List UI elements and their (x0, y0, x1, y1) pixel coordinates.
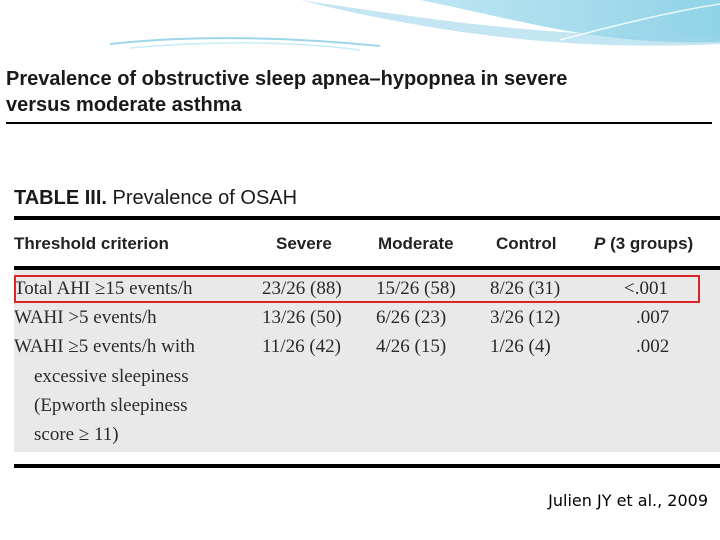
row-2-severe: 13/26 (50) (262, 307, 342, 328)
column-header-p (594, 234, 693, 254)
row-1-severe: 23/26 (88) (262, 278, 342, 299)
row-1-highlight-box (14, 275, 700, 303)
osah-table (14, 182, 720, 472)
table-top-rule (14, 216, 720, 220)
decorative-swoosh-banner (0, 0, 720, 60)
column-header-p-symbol: P (594, 234, 606, 253)
row-3-criterion-line-1: WAHI ≥5 events/h with (14, 336, 195, 357)
row-1-criterion: Total AHI ≥15 events/h (14, 278, 193, 299)
table-heading (14, 187, 297, 210)
row-3-control: 1/26 (4) (490, 336, 551, 357)
row-3-criterion-line-3: (Epworth sleepiness (34, 395, 188, 416)
row-2-p-value: .007 (636, 307, 670, 328)
table-label: TABLE III. (14, 187, 107, 209)
row-3-p-value: .002 (636, 336, 670, 357)
row-2-moderate: 6/26 (23) (376, 307, 447, 328)
row-3-criterion-line-4: score ≥ 11) (34, 424, 119, 445)
citation: Julien JY et al., 2009 (548, 491, 708, 510)
table-caption: Prevalence of OSAH (112, 187, 298, 209)
table-bottom-rule (14, 464, 720, 468)
slide-title-line-2: versus moderate asthma (6, 94, 242, 116)
column-header-criterion: Threshold criterion (14, 234, 169, 253)
row-2-criterion: WAHI >5 events/h (14, 307, 157, 328)
slide-title-line-1: Prevalence of obstructive sleep apnea–hypopnea in severe (6, 68, 568, 90)
column-header-moderate: Moderate (378, 234, 454, 253)
row-3-criterion-line-2: excessive sleepiness (34, 366, 189, 387)
row-3-moderate: 4/26 (15) (376, 336, 447, 357)
title-divider (6, 122, 712, 124)
row-1-control: 8/26 (31) (490, 278, 561, 299)
row-1-moderate: 15/26 (58) (376, 278, 456, 299)
row-2-control: 3/26 (12) (490, 307, 561, 328)
column-header-severe: Severe (276, 234, 332, 253)
row-1-p-value: <.001 (624, 278, 668, 299)
column-header-control: Control (496, 234, 557, 253)
column-header-p-groups: (3 groups) (610, 234, 694, 253)
row-3-severe: 11/26 (42) (262, 336, 341, 357)
